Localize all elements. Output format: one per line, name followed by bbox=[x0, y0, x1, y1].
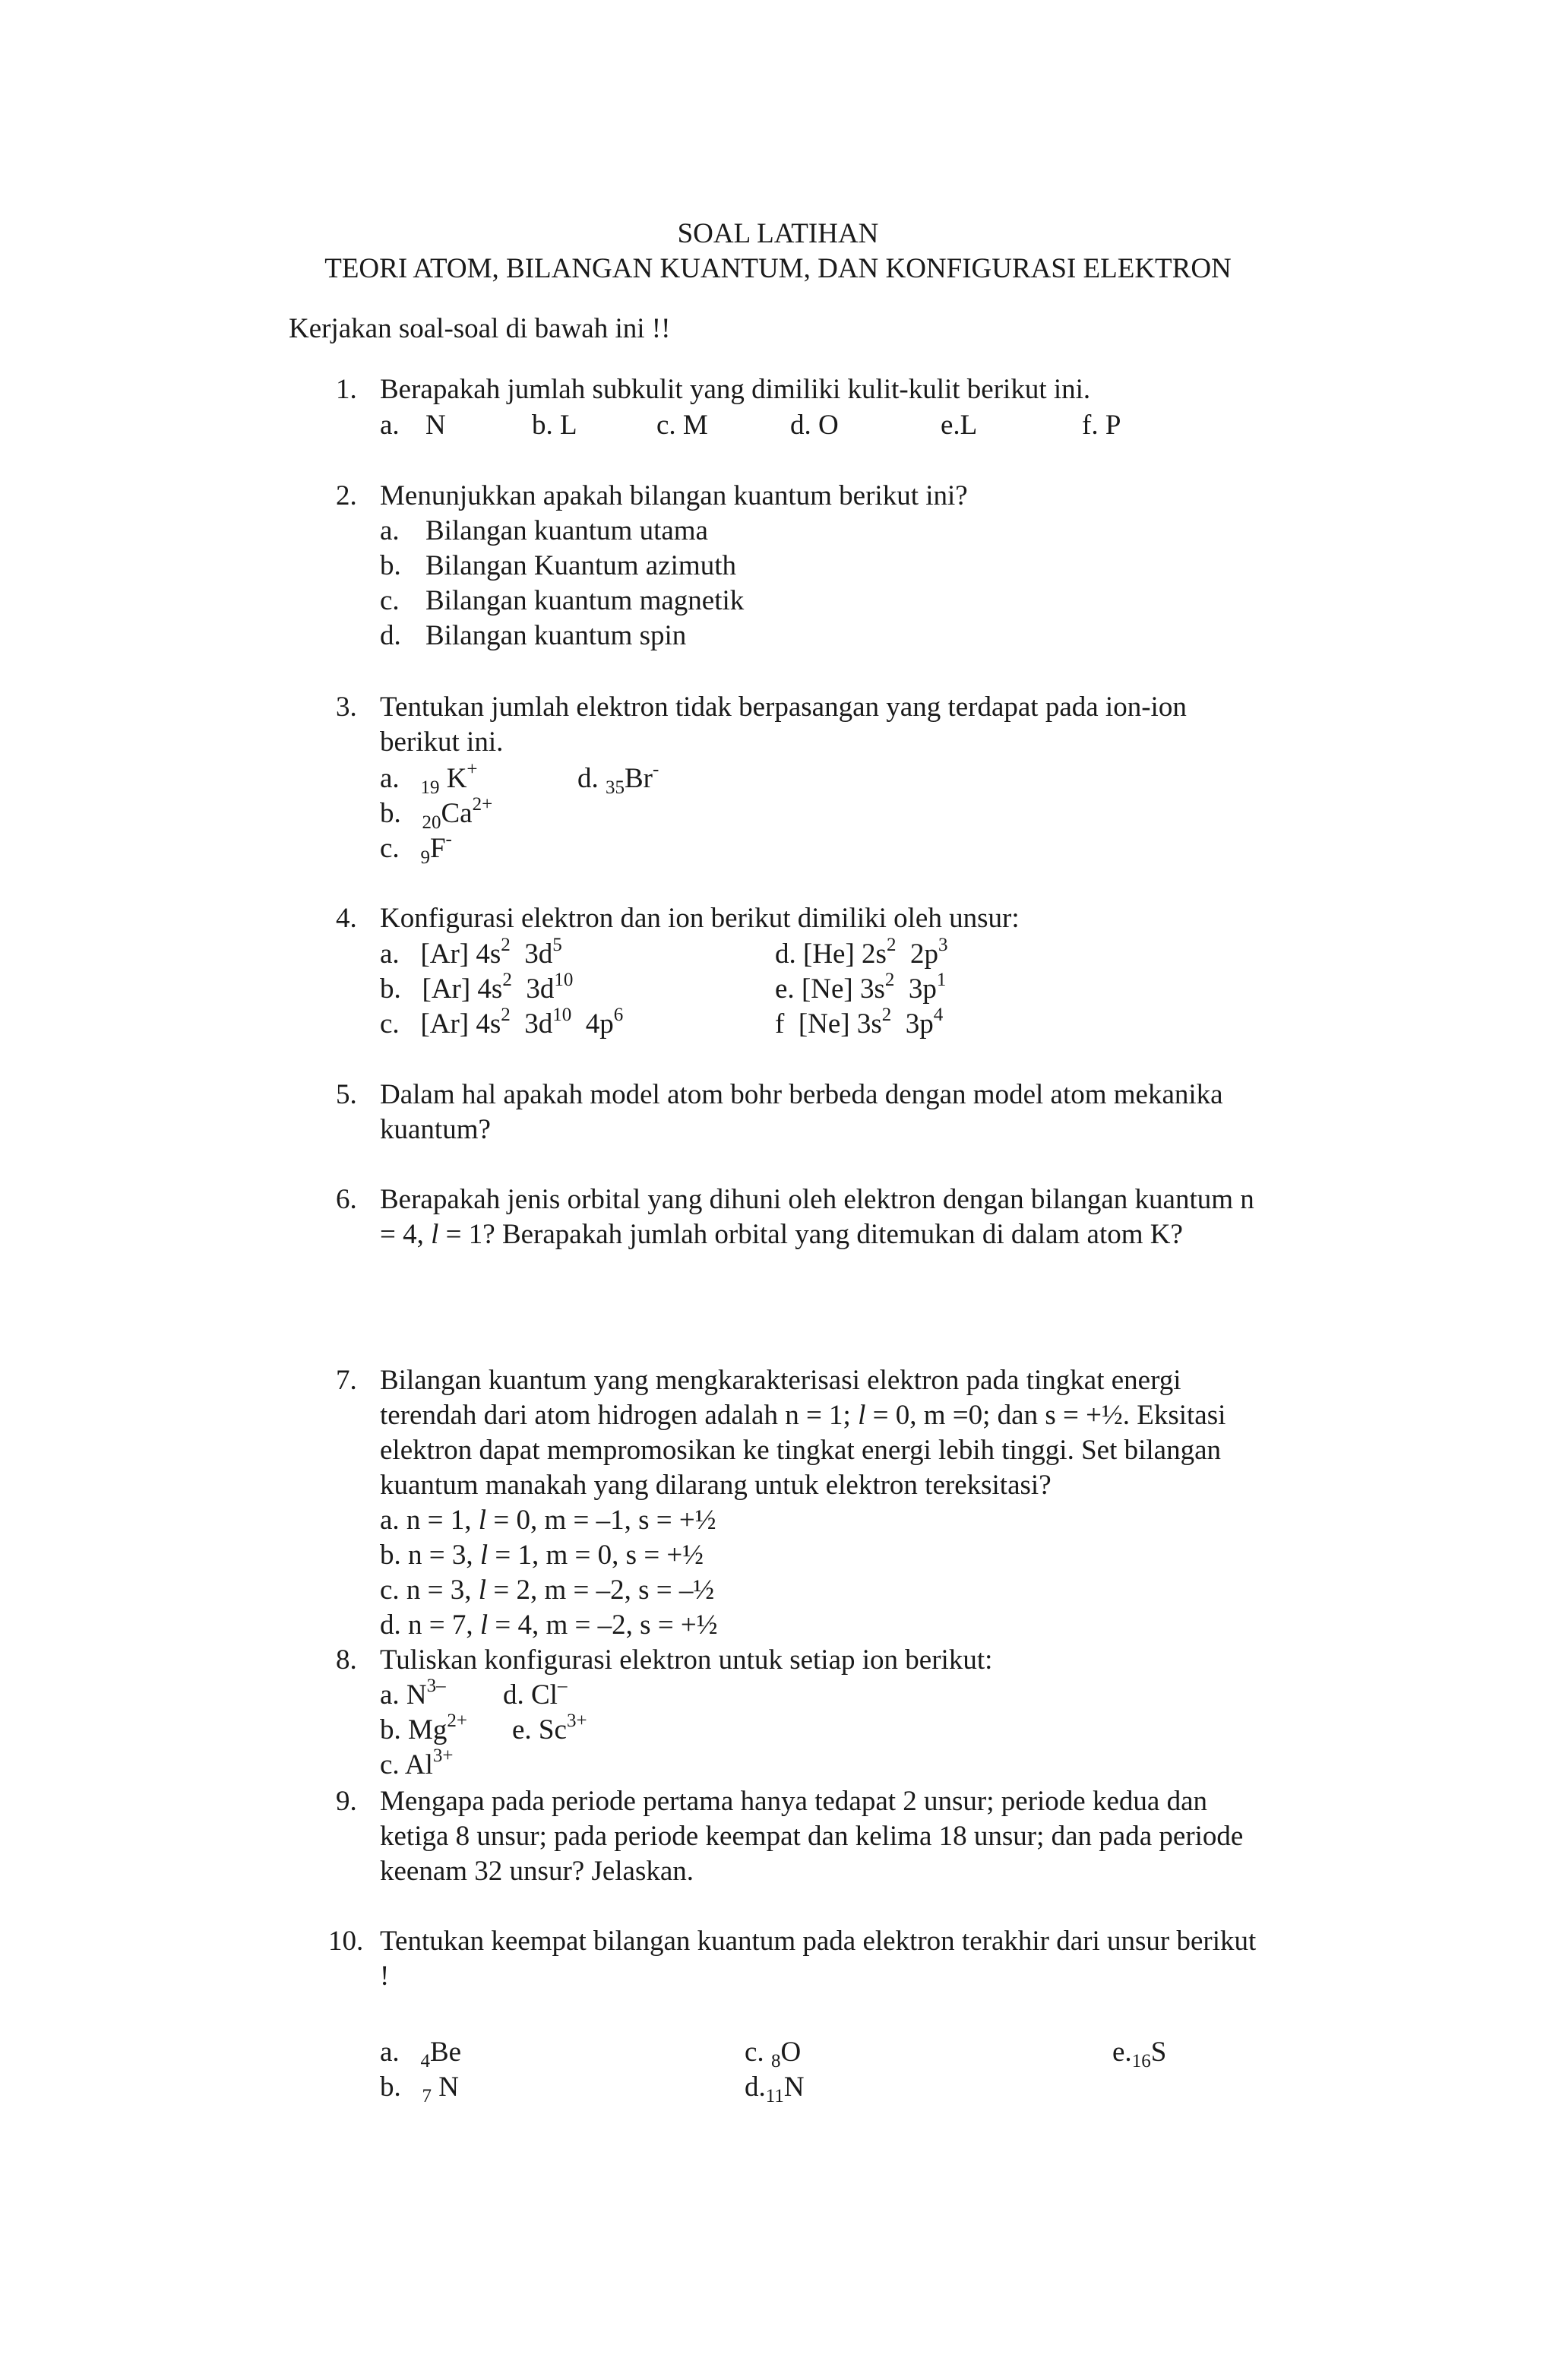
q1-text: Berapakah jumlah subkulit yang dimiliki kulit-kulit berikut ini. bbox=[380, 374, 1091, 405]
q4-number: 4. bbox=[336, 903, 357, 934]
q8-item-e: e. $Sc^{3+}$ bbox=[512, 1711, 587, 1745]
q9-line3: keenam 32 unsur? Jelaskan. bbox=[380, 1856, 694, 1887]
q1-opt-b: b. L bbox=[532, 410, 577, 441]
q7-number: 7. bbox=[336, 1365, 357, 1396]
q10-item-e: $e._{16}S$ bbox=[1112, 2037, 1167, 2071]
q10-line2: ! bbox=[380, 1961, 390, 1992]
q7-line1: Bilangan kuantum yang mengkarakterisasi elektron pada tingkat energi bbox=[380, 1365, 1181, 1396]
q9-line2: ketiga 8 unsur; pada periode keempat dan kelima 18 unsur; dan pada periode bbox=[380, 1821, 1244, 1852]
q10-item-d: $d._{11}N$ bbox=[745, 2071, 805, 2106]
q2-item-d: Bilangan kuantum spin bbox=[425, 620, 687, 651]
q4-item-b: b. [Ar] $4s^2$ $3d^{10}$ bbox=[380, 970, 574, 1005]
q7-opt-c: c. n = 3, l = 2, m = –2, s = –½ bbox=[380, 1575, 715, 1606]
q1-opt-d: d. O bbox=[790, 410, 839, 441]
q2-item-c-letter: c. bbox=[380, 585, 400, 616]
q5-line1: Dalam hal apakah model atom bohr berbeda dengan model atom mekanika bbox=[380, 1079, 1223, 1110]
q5-line2: kuantum? bbox=[380, 1114, 491, 1145]
q9-line1: Mengapa pada periode pertama hanya tedapat 2 unsur; periode kedua dan bbox=[380, 1786, 1207, 1817]
q3-item-a: a. $_{19}$ K+ bbox=[380, 759, 478, 798]
q1-opt-c: c. M bbox=[656, 410, 708, 441]
q8-item-b: b. $Mg^{2+}$ bbox=[380, 1711, 468, 1745]
q3-line1: Tentukan jumlah elektron tidak berpasangan yang terdapat pada ion-ion bbox=[380, 692, 1187, 723]
q6-line1: Berapakah jenis orbital yang dihuni oleh elektron dengan bilangan kuantum n bbox=[380, 1184, 1254, 1215]
q3-number: 3. bbox=[336, 692, 357, 723]
q2-item-c: Bilangan kuantum magnetik bbox=[425, 585, 745, 616]
q2-item-a: Bilangan kuantum utama bbox=[425, 515, 708, 546]
q8-text: Tuliskan konfigurasi elektron untuk setiap ion berikut: bbox=[380, 1644, 993, 1676]
q4-item-d: d. [He] $2s^2$ $2p^3$ bbox=[775, 935, 948, 970]
q4-item-e: e. [Ne] $3s^2$ $3p^1$ bbox=[775, 970, 947, 1005]
q2-item-d-letter: d. bbox=[380, 620, 401, 651]
q5-number: 5. bbox=[336, 1079, 357, 1110]
q4-item-c: c. [Ar] $4s^2$ $3d^{10}$ $4p^6$ bbox=[380, 1005, 624, 1040]
q10-number: 10. bbox=[328, 1926, 364, 1957]
q9-number: 9. bbox=[336, 1786, 357, 1817]
q10-item-a: a. $_4$Be bbox=[380, 2037, 462, 2071]
q2-item-a-letter: a. bbox=[380, 515, 400, 546]
q7-opt-d: d. n = 7, l = 4, m = –2, s = +½ bbox=[380, 1609, 718, 1641]
q1-opt-a: a. bbox=[380, 410, 400, 441]
doc-title: SOAL LATIHAN bbox=[677, 218, 879, 249]
q8-item-a: a. $N^{3-}$ bbox=[380, 1676, 446, 1711]
q2-item-b: Bilangan Kuantum azimuth bbox=[425, 550, 736, 581]
q2-number: 2. bbox=[336, 480, 357, 511]
q6-line2: = 4, l = 1? Berapakah jumlah orbital yang ditemukan di dalam atom K? bbox=[380, 1219, 1183, 1250]
instruction: Kerjakan soal-soal di bawah ini !! bbox=[289, 313, 671, 344]
q7-line3: elektron dapat mempromosikan ke tingkat energi lebih tinggi. Set bilangan bbox=[380, 1435, 1222, 1466]
q2-text: Menunjukkan apakah bilangan kuantum berikut ini? bbox=[380, 480, 968, 511]
q4-item-f: f [Ne] $3s^2$ $3p^4$ bbox=[775, 1005, 944, 1040]
q1-opt-e: e.L bbox=[941, 410, 978, 441]
q2-item-b-letter: b. bbox=[380, 550, 401, 581]
q7-opt-a: a. n = 1, l = 0, m = –1, s = +½ bbox=[380, 1505, 716, 1536]
q1-number: 1. bbox=[336, 374, 357, 405]
q3-item-d: d. $_{35}$Br- bbox=[577, 759, 659, 798]
q7-opt-b: b. n = 3, l = 1, m = 0, s = +½ bbox=[380, 1540, 704, 1571]
q10-item-b: b. $_7$ N bbox=[380, 2071, 459, 2106]
q4-text: Konfigurasi elektron dan ion berikut dimiliki oleh unsur: bbox=[380, 903, 1020, 934]
q3-line2: berikut ini. bbox=[380, 726, 504, 758]
q3-item-b: b. $_{20}Ca^{2+}$ bbox=[380, 794, 493, 833]
q10-item-c: c. $_8$O bbox=[745, 2037, 802, 2071]
q10-line1: Tentukan keempat bilangan kuantum pada elektron terakhir dari unsur berikut bbox=[380, 1926, 1257, 1957]
q8-item-c: c. $Al^{3+}$ bbox=[380, 1745, 454, 1780]
q4-item-a: a. [Ar] $4s^2$ $3d^5$ bbox=[380, 935, 562, 970]
doc-subtitle: TEORI ATOM, BILANGAN KUANTUM, DAN KONFIGURASI ELEKTRON bbox=[324, 253, 1232, 284]
q1-opt-a-value: N bbox=[425, 410, 446, 441]
q1-opt-f: f. P bbox=[1082, 410, 1121, 441]
q3-item-c: c. $_9$F- bbox=[380, 829, 452, 868]
q8-item-d: d. Cl– bbox=[503, 1676, 568, 1711]
q7-line2: terendah dari atom hidrogen adalah n = 1; l = 0, m =0; dan s = +½. Eksitasi bbox=[380, 1400, 1226, 1431]
q8-number: 8. bbox=[336, 1644, 357, 1676]
q6-number: 6. bbox=[336, 1184, 357, 1215]
q7-line4: kuantum manakah yang dilarang untuk elektron tereksitasi? bbox=[380, 1470, 1052, 1501]
